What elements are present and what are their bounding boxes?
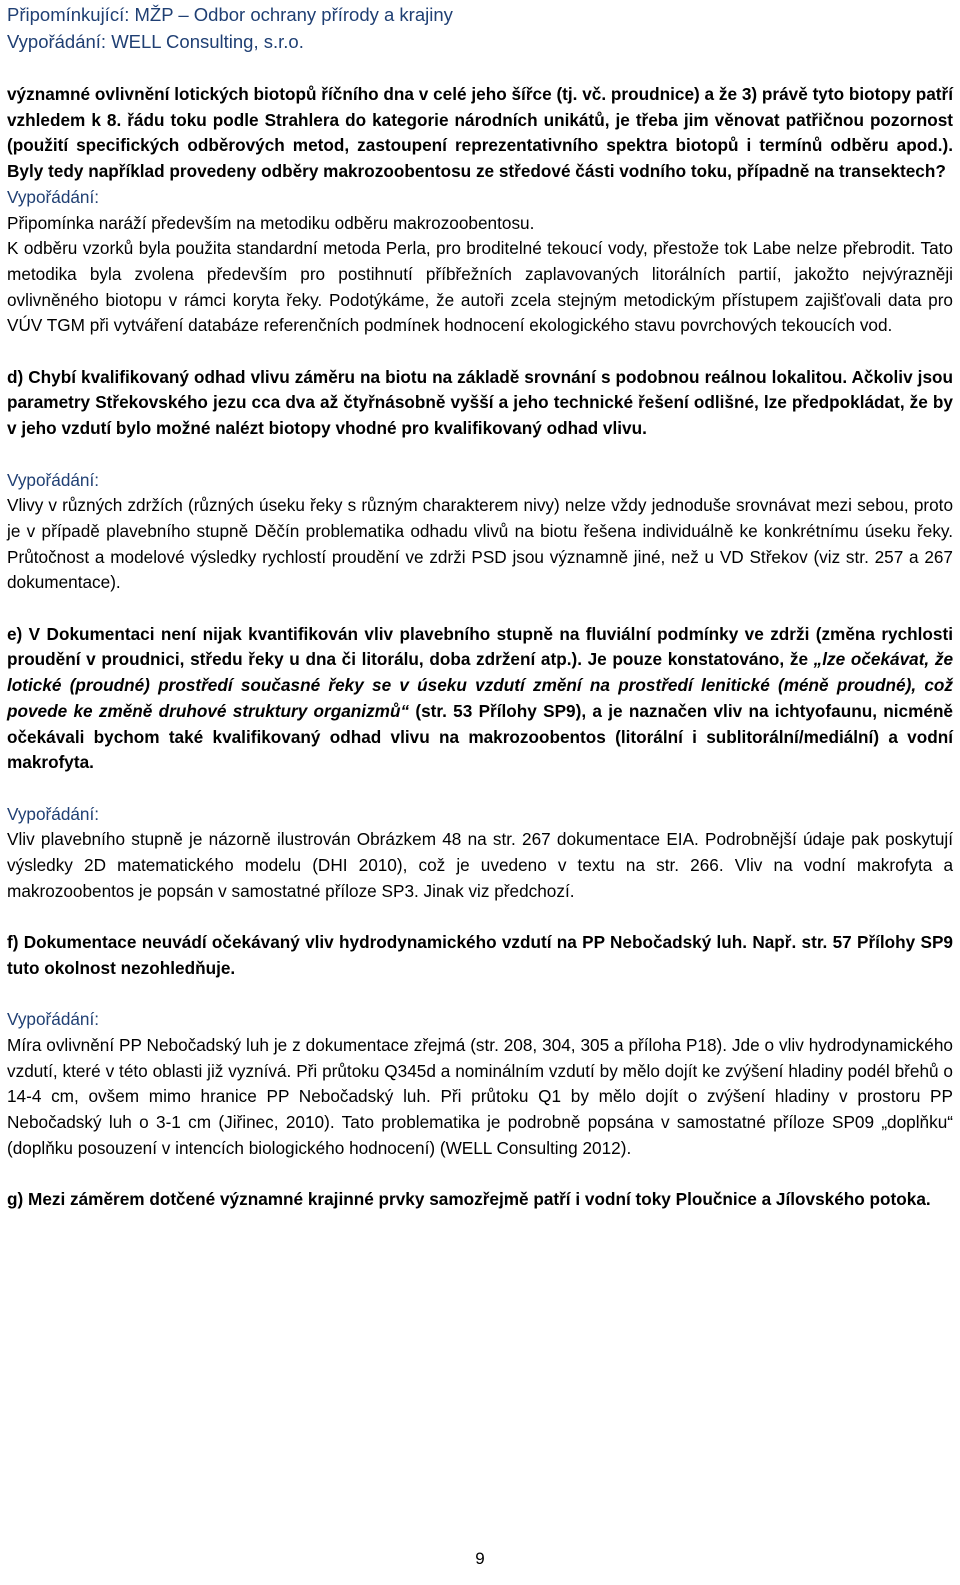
settlement-label-e: Vypořádání:	[7, 803, 100, 824]
document-header	[7, 0, 953, 82]
header-commenter: Připomínkující: MŽP – Odbor ochrany přírody a krajiny	[7, 4, 453, 25]
comment-e	[7, 622, 953, 776]
comment-d: d) Chybí kvalifikovaný odhad vlivu záměru na biotu na základě srovnání s podobnou reálnou lokalitou. Ačkoliv jsou parametry Střekovského jezu cca dva až čtyřnásobně vyšší a jeho technické řešení odlišné, lze předpokládat, že by v jeho vzdutí bylo možné nalézt biotopy vhodné pro kvalifikovaný odhad vlivu.	[7, 366, 953, 439]
settlement-label-d: Vypořádání:	[7, 469, 100, 490]
comment-e-part2: (str. 53 Přílohy SP9), a je naznačen vliv na ichtyofaunu, nicméně očekávali bychom také kvalifikovaný odhad vlivu na makrozoobentos (litorální i sublitorální/mediální) a vodní makrofyta.	[7, 700, 953, 773]
page-number: 9	[475, 1549, 485, 1568]
comment-f: f) Dokumentace neuvádí očekávaný vliv hydrodynamického vzdutí na PP Nebočadský luh. Např. str. 57 Přílohy SP9 tuto okolnost nezohledňuje.	[7, 932, 953, 978]
settlement-c-line1: Připomínka naráží především na metodiku odběru makrozoobentosu.	[7, 212, 535, 233]
settlement-label-c: Vypořádání:	[7, 186, 100, 207]
comment-e-quote: „lze očekávat, že lotické (proudné) prostředí současné řeky se v úseku vzdutí změní na prostředí lenitické (méně proudné), což povede ke změně druhové struktury organizmů“	[7, 649, 953, 721]
settlement-e: Vliv plavebního stupně je názorně ilustrován Obrázkem 48 na str. 267 dokumentace EIA. Podrobnější údaje pak poskytují výsledky 2D matematického modelu (DHI 2010), což je uvedeno v textu na str. 266. Vliv na vodní makrofyta a makrozoobentos je popsán v samostatné příloze SP3. Jinak viz předchozí.	[7, 829, 953, 901]
settlement-label-f: Vypořádání:	[7, 1009, 100, 1030]
comment-c-tail: významné ovlivnění lotických biotopů říčního dna v celé jeho šířce (tj. vč. proudnice) a že 3) právě tyto biotopy patří vzhledem k 8. řádu toku podle Strahlera do kategorie národních unikátů, je třeba jim věnovat patřičnou pozornost (použití specifických odběrových metod, zastoupení reprezentativního spektra biotopů i termínů odběru apod.). Byly tedy například provedeny odběry makrozoobentosu ze středové části vodního toku, případně na transektech?	[7, 84, 953, 182]
document-page	[7, 0, 953, 1213]
comment-g: g) Mezi záměrem dotčené významné krajinné prvky samozřejmě patří i vodní toky Ploučnice a Jílovského potoka.	[7, 1189, 931, 1210]
comment-e-part1: e) V Dokumentaci není nijak kvantifikován vliv plavebního stupně na fluviální podmínky ve zdrži (změna rychlosti proudění v proudnici, středu řeky u dna či litorálu, doba zdržení atp.). Je pouze konstatováno, že	[7, 623, 953, 670]
settlement-c-body: K odběru vzorků byla použita standardní metoda Perla, pro broditelné tekoucí vody, přestože tok Labe nelze přebrodit. Tato metodika byla zvolena především pro postihnutí příbřežních zaplavovaných litorálních partií, jakožto nejvýrazněji ovlivněného biotopu v rámci koryta řeky. Podotýkáme, že autoři zcela stejným metodickým přístupem zajišťovali data pro VÚV TGM při vytváření databáze referenčních podmínek hodnocení ekologického stavu povrchových tekoucích vod.	[7, 238, 953, 336]
settlement-d: Vlivy v různých zdržích (různých úseku řeky s různým charakterem nivy) nelze vždy jednoduše srovnávat mezi sebou, proto je v případě plavebního stupně Děčín problematika odhadu vlivů na biotu řešena individuálně ke konkrétnímu úseku řeky. Průtočnost a modelové výsledky rychlostí proudění ve zdrži PSD jsou významně jiné, než u VD Střekov (viz str. 257 a 267 dokumentace).	[7, 495, 953, 593]
header-settlement: Vypořádání: WELL Consulting, s.r.o.	[7, 31, 304, 52]
settlement-f: Míra ovlivnění PP Nebočadský luh je z dokumentace zřejmá (str. 208, 304, 305 a příloha P18). Jde o vliv hydrodynamického vzdutí, které v této oblasti již vyznívá. Při průtoku Q345d a nominálním vzdutí by mělo dojít ke zvýšení hladiny podél břehů o 14-4 cm, ovšem mimo hranice PP Nebočadský luh. Při průtoku Q1 by mělo dojít o zvýšení hladiny v prostoru PP Nebočadský luh o 3-1 cm (Jiřinec, 2010). Tato problematika je podrobně popsána v samostatné příloze SP09 „doplňku“ (doplňku posouzení v intencích biologického hodnocení) (WELL Consulting 2012).	[7, 1034, 953, 1158]
